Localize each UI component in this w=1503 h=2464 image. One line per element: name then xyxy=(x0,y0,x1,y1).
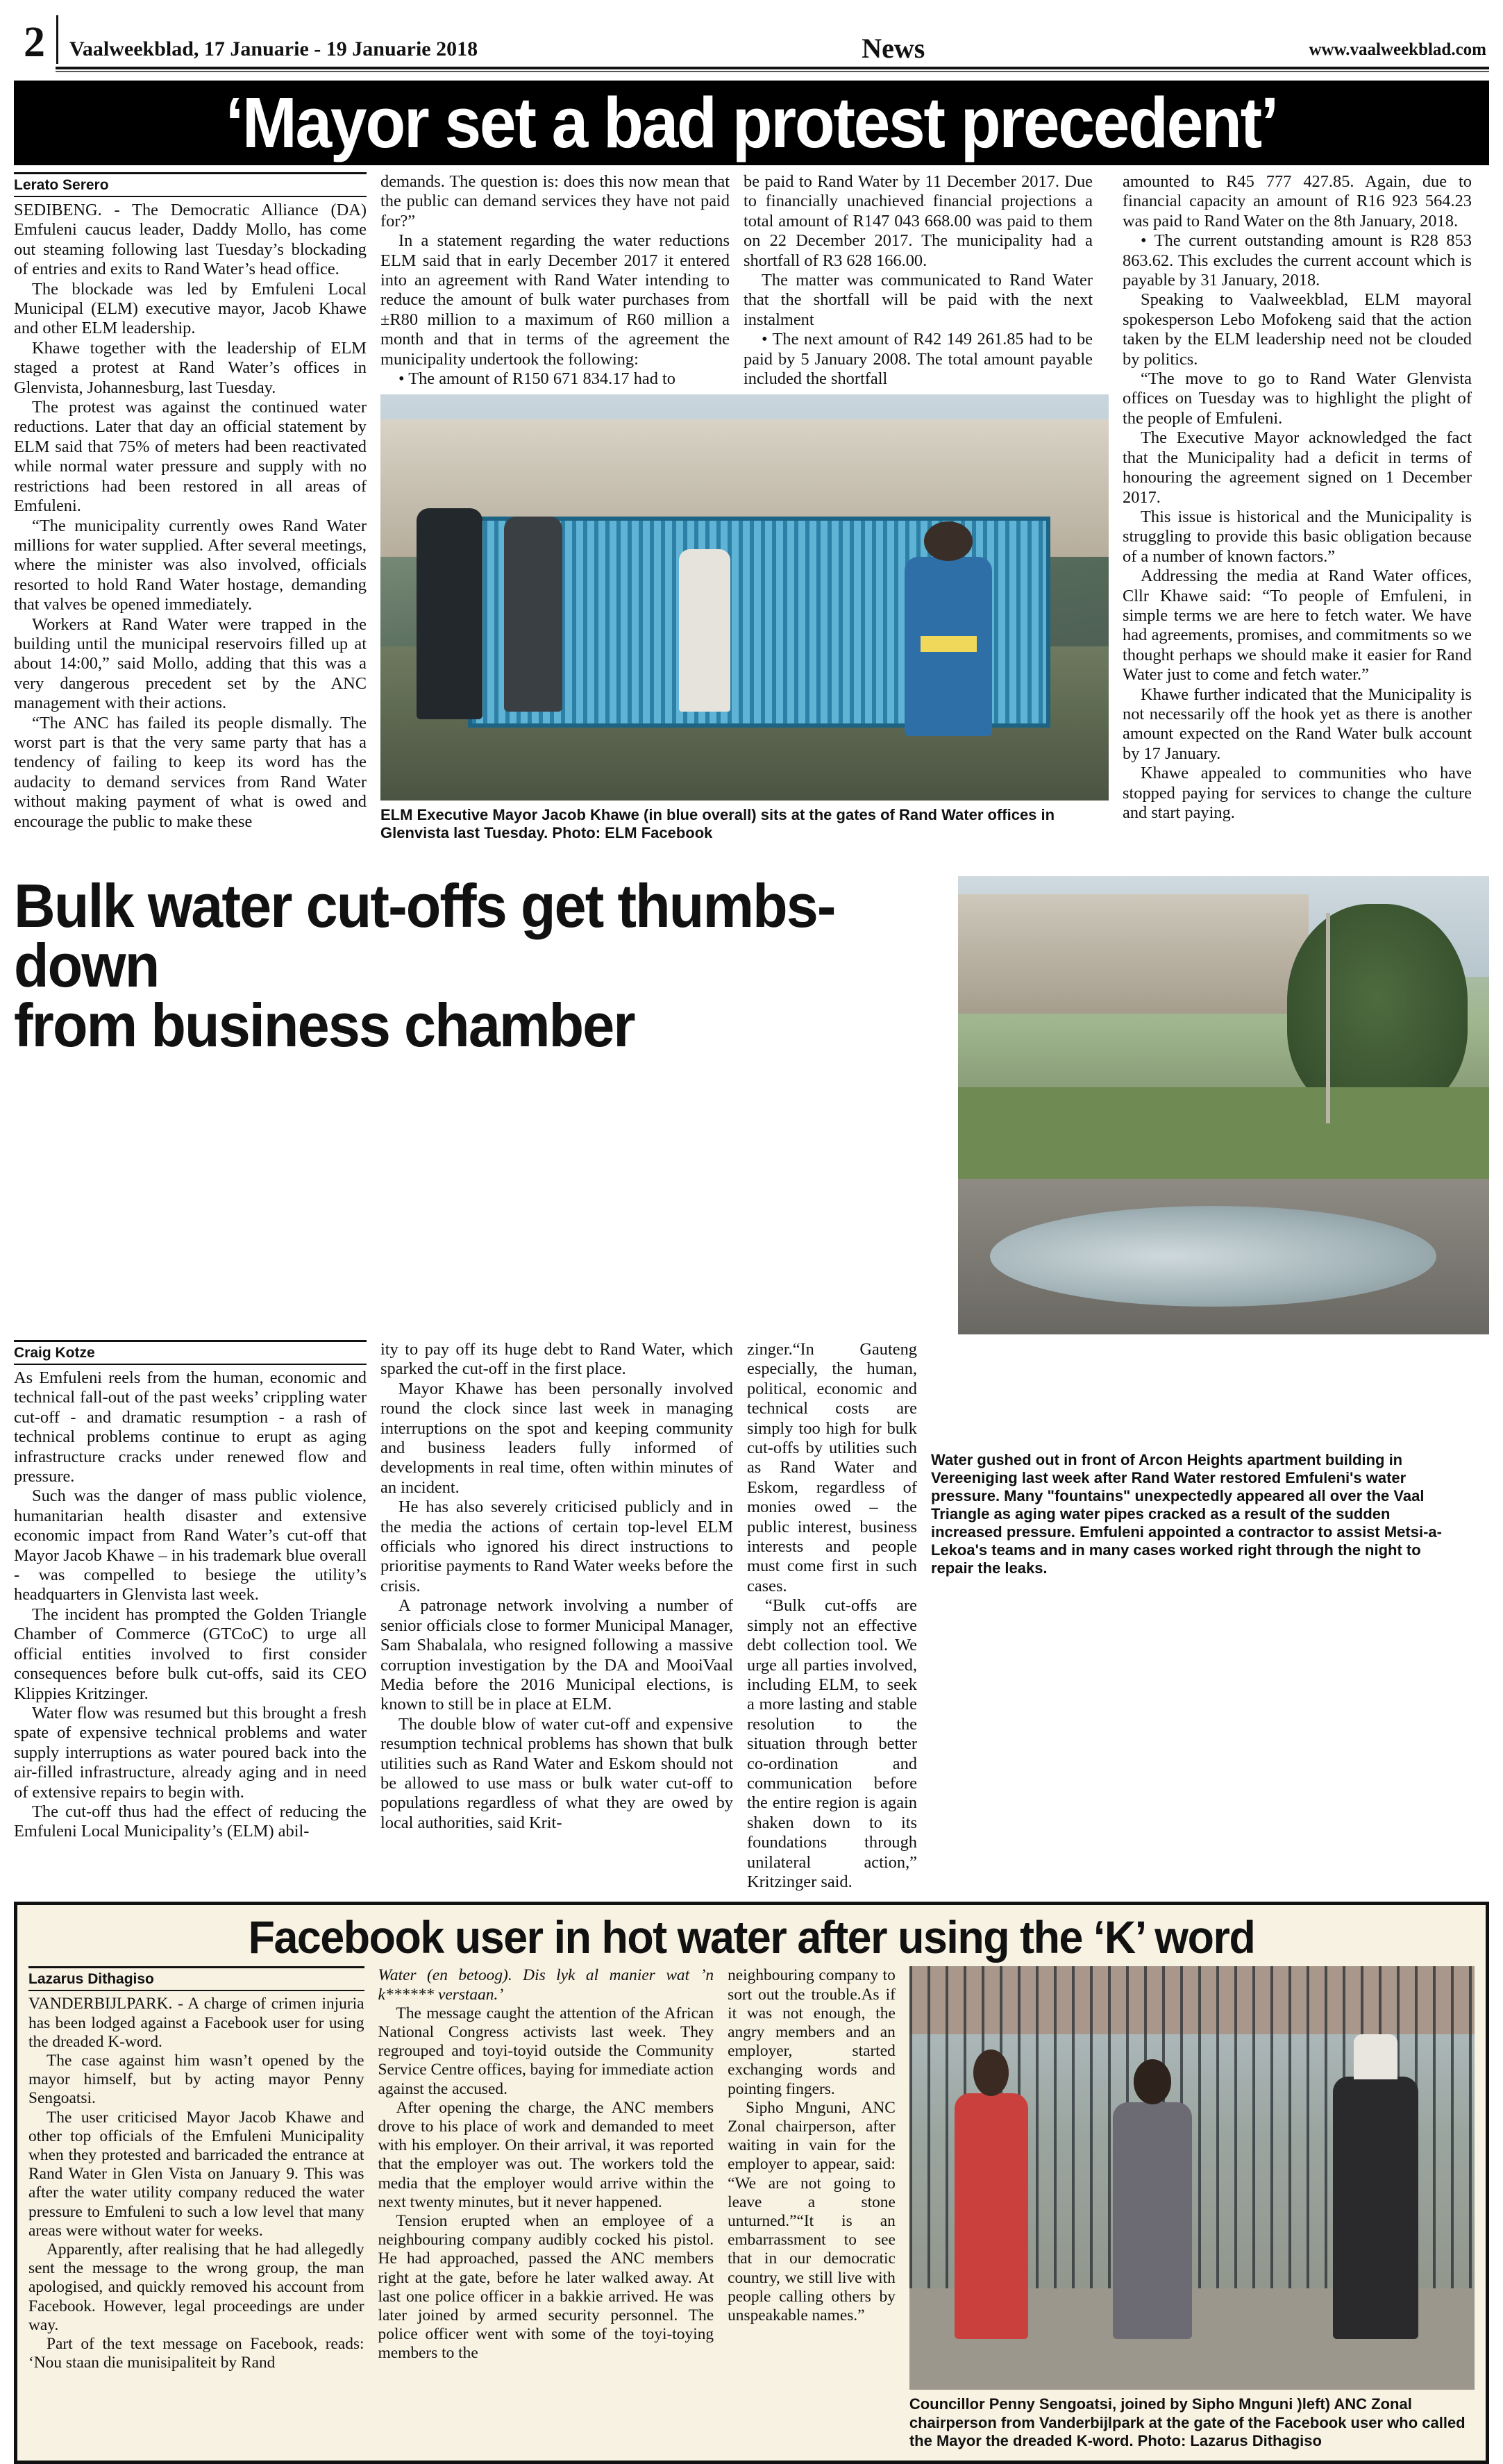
article1 xyxy=(14,172,1489,866)
paragraph: After opening the charge, the ANC members drove to his place of work and demanded to meet with his employer. On their arrival, it was reported that the employer was out. The workers told the media that the employer would arrive within the next twenty minutes, but it never happened. xyxy=(378,2098,714,2211)
article3-column-1 xyxy=(28,1966,364,2451)
article1-photo-caption: ELM Executive Mayor Jacob Khawe (in blue overall) sits at the gates of Rand Water offices in Glenvista last Tuesday. Photo: ELM Facebook xyxy=(380,806,1055,842)
article3-column-2 xyxy=(378,1966,714,2451)
paragraph: Sipho Mnguni, ANC Zonal chairperson, after waiting in vain for the employer to appear, said: “We are not going to leave a stone unturned.”“It is an embarrassment to see that in our democratic country, we still live with people calling others by unspeakable names.” xyxy=(728,2098,896,2325)
article2-photo xyxy=(958,876,1489,1334)
paragraph: The Executive Mayor acknowledged the fact that the Municipality had a deficit in terms of honouring the agreement signed on 1 December 2017. xyxy=(1123,428,1472,507)
article3 xyxy=(14,1902,1489,2464)
article1-col3-body xyxy=(744,172,1093,389)
paragraph: “The move to go to Rand Water Glenvista offices on Tuesday was to highlight the plight of the people of Emfuleni. xyxy=(1123,369,1472,428)
paragraph: Part of the text message on Facebook, reads: ‘Nou staan die munisipaliteit by Rand xyxy=(28,2335,364,2372)
paragraph: neighbouring company to sort out the trouble.As if it was not enough, the angry members and an employer, started exchanging words and pointing fingers. xyxy=(728,1966,896,2098)
masthead-rule-thin xyxy=(56,71,1489,72)
paragraph: SEDIBENG. - The Democratic Alliance (DA) Emfuleni caucus leader, Daddy Mollo, has come out steaming following last Tuesday’s blockading of entries and exits to Rand Water’s head office. xyxy=(14,201,367,279)
paragraph: ity to pay off its huge debt to Rand Water, which sparked the cut-off in the first place. xyxy=(380,1340,733,1379)
article3-headline: Facebook user in hot water after using the ‘K’ word xyxy=(248,1911,1255,1963)
paragraph: Tension erupted when an employee of a neighbouring company audibly cocked his pistol. He had approached, passed the ANC members right at the gate, before he later walked away. At last one police officer in a bakkie arrived. He was later joined by armed security personnel. The police officer went with some of the toyi-toying members to the xyxy=(378,2212,714,2363)
paragraph: “The municipality currently owes Rand Water millions for water supplied. After several meetings, where the minister was also involved, officials resorted to hold Rand Water hostage, demanding that valves be opened immediately. xyxy=(14,516,367,614)
article2-column-1 xyxy=(14,1340,367,1892)
article3-column-3 xyxy=(728,1966,896,2451)
article1-headline: ‘Mayor set a bad protest precedent’ xyxy=(225,83,1278,162)
article1-headline-banner xyxy=(14,81,1489,165)
photo-person xyxy=(1333,2077,1418,2339)
photo-pole xyxy=(1326,913,1330,1124)
article3-photo-column xyxy=(909,1966,1475,2451)
paragraph: Khawe together with the leadership of ELM staged a protest at Rand Water’s offices in Glenvista, Johannesburg, last Tuesday. xyxy=(14,338,367,397)
article2-col1-body xyxy=(14,1368,367,1842)
paragraph: The protest was against the continued water reductions. Later that day an official statement by ELM said that 75% of meters had been reactivated while normal water pressure and supply with no restrictions had been restored in all areas of Emfuleni. xyxy=(14,398,367,516)
paragraph: zinger.“In Gauteng especially, the human, political, economic and technical costs are simply too high for bulk cut-offs by utilities such as Rand Water and Eskom, regardless of monies owed – the public interest, business interests and people must come first in such cases. xyxy=(747,1340,917,1595)
photo-mayor-blue-overall xyxy=(905,557,992,735)
article1-col2-body xyxy=(380,172,730,389)
photo-person xyxy=(1113,2102,1192,2340)
article2-headline-line1: Bulk water cut-offs get thumbs-down xyxy=(14,871,835,1000)
article3-photo-caption: Councillor Penny Sengoatsi, joined by Sipho Mnguni )left) ANC Zonal chairperson from Vanderbijlpark at the gate of the Facebook user who called the Mayor the dreaded K-word. Photo: Lazarus Dithagiso xyxy=(909,2395,1466,2450)
paragraph-italic-quote: Water (en betoog). Dis lyk al manier wat ’n k****** verstaan.’ xyxy=(378,1966,714,2004)
website-url[interactable]: www.vaalweekblad.com xyxy=(1309,40,1486,59)
article2-columns xyxy=(14,1340,1489,1892)
paragraph: Mayor Khawe has been personally involved round the clock since last week in managing interruptions on the spot and keeping community and business leaders fully informed of developments in real time, often within minutes of an incident. xyxy=(380,1379,733,1497)
article2-column-3 xyxy=(747,1340,917,1892)
article2-col3-body xyxy=(747,1340,917,1892)
photo-person xyxy=(955,2093,1028,2339)
section-title: News xyxy=(862,33,925,64)
article1-column-4 xyxy=(1123,172,1472,866)
paragraph: The case against him wasn’t opened by the mayor himself, but by acting mayor Penny Sengoatsi. xyxy=(28,2051,364,2108)
article3-col2-body xyxy=(378,1966,714,2363)
paragraph: Khawe appealed to communities who have stopped paying for services to change the culture and start paying. xyxy=(1123,764,1472,822)
article2-headline-line2: from business chamber xyxy=(14,991,635,1059)
paragraph: “The ANC has failed its people dismally. The worst part is that the very same party that has a tendency of failing to keep its word has the audacity to demand services from Rand Water without making payment of what is owed and encourage the public to make these xyxy=(14,713,367,831)
article2-head-row xyxy=(14,871,1489,1334)
article2-photo-caption: Water gushed out in front of Arcon Heights apartment building in Vereeniging last week after Rand Water restored Emfuleni's water pressure. Many "fountains" unexpectedly appeared all over the Vaal Triangle as aging water pipes cracked as a result of the sudden increased pressure. Emfuleni appointed a contractor to assist Metsi-a-Lekoa's teams and in many cases worked right through the night to repair the leaks. xyxy=(931,1451,1442,1577)
article1-col4-body xyxy=(1123,172,1472,823)
article1-byline-wrap xyxy=(14,172,367,197)
article2-col2-body xyxy=(380,1340,733,1833)
article1-photo xyxy=(380,394,1109,801)
paragraph: Such was the danger of mass public violence, humanitarian health disaster and extensive economic impact from Rand Water’s cut-off that Mayor Jacob Khawe – in his trademark blue overall - was compelled to besiege the utility’s headquarters in Glenvista last week. xyxy=(14,1486,367,1604)
article3-byline-wrap xyxy=(28,1966,364,1991)
article2-caption-column xyxy=(931,1340,1462,1892)
article3-columns xyxy=(28,1966,1475,2451)
paragraph: This issue is historical and the Municipality is struggling to provide this basic obligation because of a number of known factors.” xyxy=(1123,507,1472,566)
article2-column-2 xyxy=(380,1340,733,1892)
paragraph: The matter was communicated to Rand Water that the shortfall will be paid with the next instalment xyxy=(744,271,1093,329)
photo-water-pool xyxy=(990,1206,1436,1307)
paragraph: In a statement regarding the water reductions ELM said that in early December 2017 it entered into an agreement with Rand Water intending to reduce the amount of bulk water purchases from ±R80 million to a maximum of R60 million a month and that in terms of the agreement the municipality undertook the following: xyxy=(380,231,730,369)
paragraph: Khawe further indicated that the Municipality is not necessarily off the hook yet as there is another amount expected on the Rand Water bulk account by 17 January. xyxy=(1123,685,1472,763)
article1-col1-body xyxy=(14,201,367,832)
paragraph: As Emfuleni reels from the human, economic and technical fall-out of the past weeks’ crippling water cut-off - and dramatic resumption - a rash of technical problems continue to erupt as aging infrastructure cracks under renewed flow and pressure. xyxy=(14,1368,367,1486)
article3-col1-body xyxy=(28,1995,364,2372)
paragraph: Water flow was resumed but this brought a fresh spate of expensive technical problems and water supply interruptions as water poured back into the air-filled infrastructure, already aging and in need of extensive repairs to begin with. xyxy=(14,1703,367,1802)
paragraph: • The current outstanding amount is R28 853 863.62. This excludes the current account which is payable by 31 January, 2018. xyxy=(1123,231,1472,290)
page-number: 2 xyxy=(24,19,45,66)
article2 xyxy=(14,871,1489,1892)
paragraph: demands. The question is: does this now mean that the public can demand services they have not paid for?” xyxy=(380,172,730,231)
masthead xyxy=(14,0,1489,67)
article2-photo-wrap xyxy=(958,876,1489,1334)
article1-byline: Lerato Serero xyxy=(14,177,109,193)
paragraph: • The amount of R150 671 834.17 had to xyxy=(398,369,675,389)
paragraph: amounted to R45 777 427.85. Again, due to financial capacity an amount of R16 923 564.23 was paid to Rand Water on the 8th January, 2018. xyxy=(1123,172,1472,231)
paragraph: The user criticised Mayor Jacob Khawe and other top officials of the Emfuleni Municipality when they protested and barricaded the entrance at Rand Water in Glen Vista on January 9. This was after the water utility company reduced the water pressure to Emfuleni to such a low level that many areas were without water for weeks. xyxy=(28,2108,364,2240)
paragraph: Workers at Rand Water were trapped in the building until the municipal reservoirs filled up at about 14:00,” said Mollo, adding that this was a very dangerous precedent set by the ANC management with their actions. xyxy=(14,614,367,713)
article1-center-block xyxy=(380,172,1109,866)
masthead-rule xyxy=(56,67,1489,69)
paragraph: The blockade was led by Emfuleni Local Municipal (ELM) executive mayor, Jacob Khawe and other ELM leadership. xyxy=(14,279,367,338)
paragraph: be paid to Rand Water by 11 December 2017. Due to financially unachieved financial projections a total amount of R147 043 668.00 was paid to them on 22 December 2017. The municipality had a shortfall of R3 628 166.00. xyxy=(744,172,1093,270)
article1-column-3 xyxy=(744,172,1093,389)
article1-column-2 xyxy=(380,172,730,389)
photo-person xyxy=(417,508,482,719)
article1-column-1 xyxy=(14,172,367,866)
paragraph: VANDERBIJLPARK. - A charge of crimen injuria has been lodged against a Facebook user for using the dreaded K-word. xyxy=(28,1995,364,2051)
article3-photo xyxy=(909,1966,1475,2390)
article2-headline-wrap xyxy=(14,871,944,1334)
paragraph: Addressing the media at Rand Water offices, Cllr Khawe said: “To people of Emfuleni, in simple terms we are here to fetch water. We have had agreements, promises, and commitments so we thought perhaps we should make it easier for Rand Water just to come and fetch water.” xyxy=(1123,567,1472,685)
article2-byline-wrap xyxy=(14,1340,367,1365)
paragraph: A patronage network involving a number of senior officials close to former Municipal Manager, Sam Shabalala, who resigned following a massive corruption investigation by the DA and MooiVaal Media before the 2016 Municipal elections, is known to still be in place at ELM. xyxy=(380,1596,733,1714)
photo-tree xyxy=(1287,904,1468,1115)
publication-line: Vaalweekblad, 17 Januarie - 19 Januarie 2018 xyxy=(69,37,478,60)
photo-lawn xyxy=(958,1087,1489,1188)
paragraph: Speaking to Vaalweekblad, ELM mayoral spokesperson Lebo Mofokeng said that the action taken by the ELM leadership need not be clouded by politics. xyxy=(1123,290,1472,369)
paragraph: The incident has prompted the Golden Triangle Chamber of Commerce (GTCoC) to urge all official entities involved to first consider consequences before bulk cut-offs, said its CEO Klippies Kritzinger. xyxy=(14,1604,367,1703)
photo-apartment-building xyxy=(958,894,1309,1014)
paragraph: Apparently, after realising that he had allegedly sent the message to the wrong group, the man apologised, and quickly removed his account from Facebook. However, legal proceedings are under way. xyxy=(28,2240,364,2334)
photo-person xyxy=(679,549,730,712)
paragraph: He has also severely criticised publicly and in the media the actions of certain top-level ELM officials who ignored his direct instructions to prioritise payments to Rand Water weeks before the crisis. xyxy=(380,1498,733,1595)
paragraph: The message caught the attention of the African National Congress activists last week. They regrouped and toyi-toyid outside the Community Service Centre offices, baying for immediate action against the accused. xyxy=(378,2004,714,2098)
paragraph: • The next amount of R42 149 261.85 had to be paid by 5 January 2008. The total amount payable included the shortfall xyxy=(744,330,1093,389)
article3-byline: Lazarus Dithagiso xyxy=(28,1971,154,1988)
paragraph: The double blow of water cut-off and expensive resumption technical problems has shown that bulk utilities such as Rand Water and Eskom should not be allowed to use mass or bulk water cut-off to populations regardless of what they are owed by local authorities, said Krit- xyxy=(380,1714,733,1832)
photo-person xyxy=(504,517,562,712)
paragraph: The cut-off thus had the effect of reducing the Emfuleni Local Municipality’s (ELM) abil- xyxy=(14,1802,367,1841)
article2-byline: Craig Kotze xyxy=(14,1345,95,1361)
article3-col3-body xyxy=(728,1966,896,2325)
paragraph: “Bulk cut-offs are simply not an effective debt collection tool. We urge all parties involved, including ELM, to seek a more lasting and stable resolution to the situation through better co-ordination and communication before the entire region is again shaken down to its foundations through unilateral action,” Kritzinger said. xyxy=(747,1596,917,1891)
